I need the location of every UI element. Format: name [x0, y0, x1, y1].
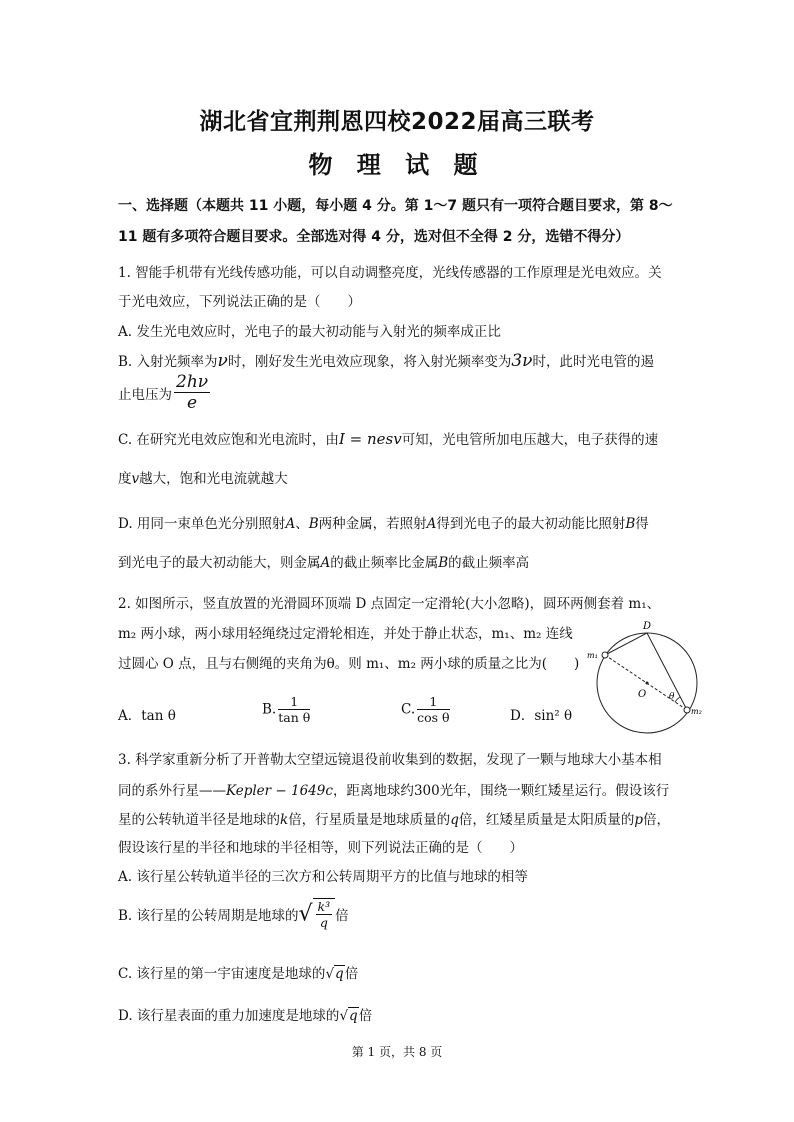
q1-stem-1: 1. 智能手机带有光线传感功能，可以自动调整亮度，光线传感器的工作原理是光电效应。关 — [118, 265, 662, 281]
left-rope — [605, 633, 647, 655]
q2-option-b: B. $\frac{1}{\text{tan θ}}$ — [262, 694, 311, 725]
q3-stem-4: 假设该行星的半径和地球的半径相等，则下列说法正确的是（ ） — [118, 840, 523, 856]
q2-stem-2: m₂ 两小球，两小球用轻绳绕过定滑轮相连，并处于静止状态，m₁、m₂ 连线 — [118, 626, 573, 642]
q3-option-a: A. 该行星公转轨道半径的三次方和公转周期平方的比值与地球的相等 — [118, 869, 528, 885]
q3-stem-2: 同的系外行星——Kepler − 1649c，距离地球约300光年，围绕一颗红矮星运行。假设该行 — [118, 783, 670, 799]
m1-ball — [602, 652, 608, 658]
q1-option-c-line1: C. 在研究光电效应饱和光电流时，由I = nesv可知，光电管所加电压越大，电子获得的速 — [118, 430, 659, 448]
section-heading-1: 一、选择题（本题共 11 小题，每小题 4 分。第 1～7 题只有一项符合题目要求，第 8～ — [118, 198, 673, 214]
subject-title: 物 理 试 题 — [308, 151, 486, 179]
exam-title: 湖北省宜荆荆恩四校2022届高三联考 — [199, 109, 595, 135]
q1-option-d-line2: 到光电子的最大初动能大，则金属A的截止频率比金属B的截止频率高 — [118, 555, 530, 571]
label-m1: m₁ — [587, 651, 598, 660]
label-theta: θ — [669, 692, 675, 702]
q1-option-b-line2: 止电压为 $\frac{2h\nu}{e}$ — [118, 372, 209, 414]
q2-option-a: A．tan θ — [118, 708, 176, 724]
center-point — [646, 682, 649, 685]
q1-option-a: A. 发生光电效应时，光电子的最大初动能与入射光的频率成正比 — [118, 324, 501, 340]
label-m2: m₂ — [691, 707, 702, 716]
section-heading-2: 11 题有多项符合题目要求。全部选对得 4 分，选对但不全得 2 分，选错不得分） — [118, 229, 630, 245]
label-o: O — [638, 689, 647, 700]
q2-stem-3: 过圆心 O 点，且与右侧绳的夹角为θ。则 m₁、m₂ 两小球的质量之比为( ) — [118, 656, 580, 672]
stopping-voltage-fraction: $\frac{2h\nu}{e}$ — [176, 372, 209, 414]
q2-stem-1: 2. 如图所示，竖直放置的光滑圆环顶端 D 点固定一定滑轮(大小忽略)，圆环两侧套着 m₁、 — [118, 596, 661, 612]
q1-option-c-line2: 度v越大，饱和光电流就越大 — [118, 471, 288, 487]
q2-option-d: D．sin² θ — [510, 708, 573, 724]
q3-stem-3: 星的公转轨道半径是地球的k倍，行星质量是地球质量的q倍，红矮星质量是太阳质量的p倍， — [118, 812, 670, 828]
page-footer: 第 1 页，共 8 页 — [351, 1045, 443, 1059]
ring-pulley-diagram — [585, 620, 715, 735]
q1-stem-2: 于光电效应，下列说法正确的是（ ） — [118, 294, 361, 310]
q2-option-c: C. $\frac{1}{\text{cos θ}}$ — [401, 694, 450, 725]
label-d: D — [643, 621, 652, 632]
theta-arc — [675, 697, 680, 702]
q3-option-b: B. 该行星的公转周期是地球的√ $\frac{\text{k³}}{q}$ 倍 — [118, 899, 349, 930]
q1-option-d-line1: D. 用同一束单色光分别照射A、B两种金属，若照射A得到光电子的最大初动能比照射B得 — [118, 516, 649, 532]
right-rope — [647, 633, 687, 710]
q3-option-d: D. 该行星表面的重力加速度是地球的√q倍 — [118, 1008, 373, 1024]
q1-option-b-line1: B. 入射光频率为ν时，刚好发生光电效应现象，将入射光频率变为3ν时，此时光电管的遏 — [118, 351, 655, 371]
m2-ball — [684, 707, 690, 713]
q3-option-c: C. 该行星的第一宇宙速度是地球的√q倍 — [118, 966, 359, 982]
q3-stem-1: 3. 科学家重新分析了开普勒太空望远镜退役前收集到的数据，发现了一颗与地球大小基本相 — [118, 752, 662, 768]
